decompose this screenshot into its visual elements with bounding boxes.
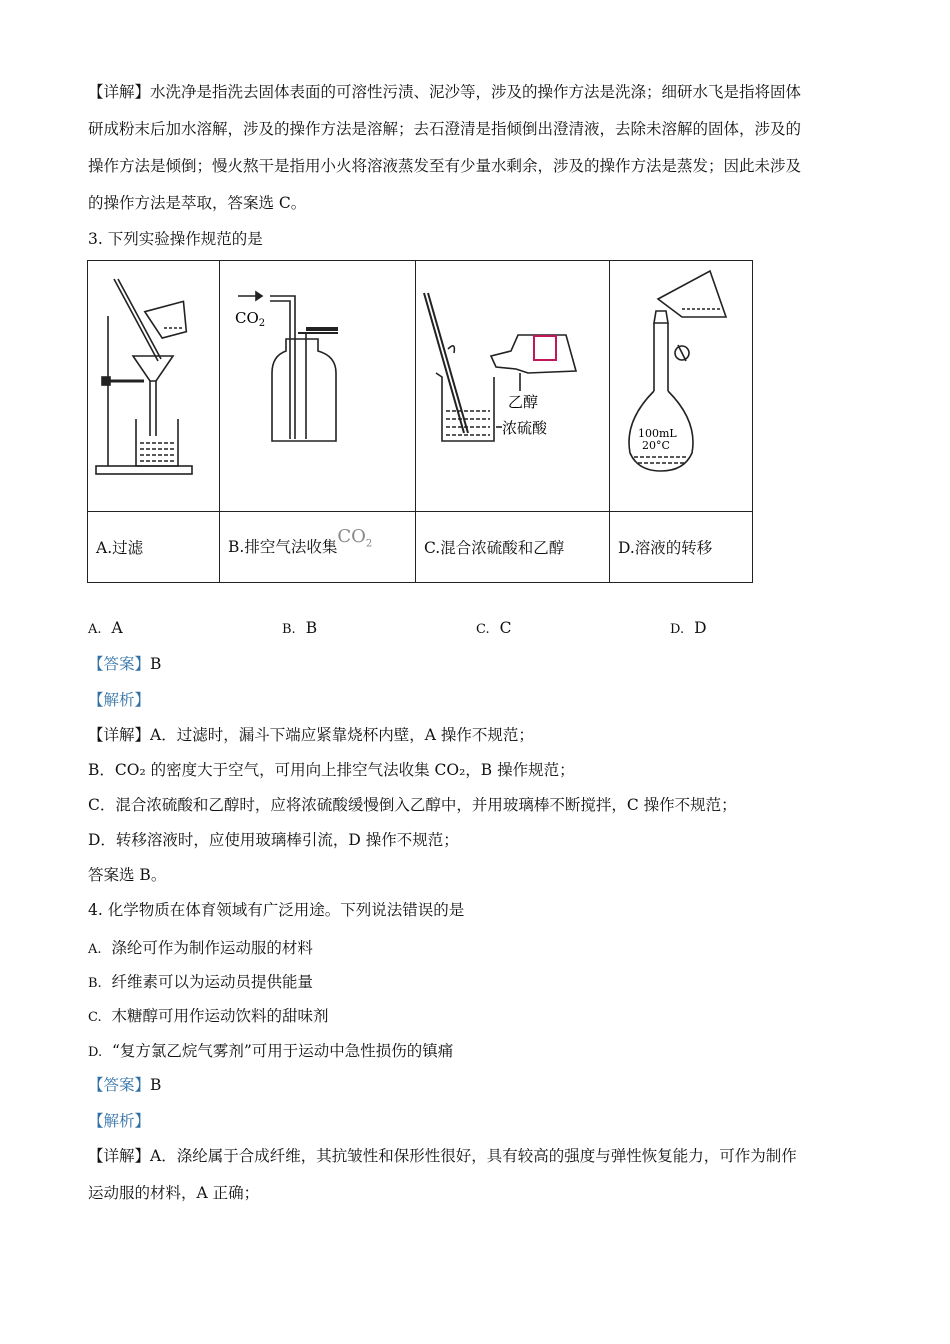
explanation-line: 【详解】水洗净是指洗去固体表面的可溶性污渍、泥沙等，涉及的操作方法是洗涤；细研水飞是指将固体 [88, 83, 802, 101]
q4-option-a: A. 涤纶可作为制作运动服的材料 [88, 939, 313, 957]
figure-d-temp-label: 20°C [642, 439, 670, 452]
figure-c-acid-label: 浓硫酸 [502, 419, 548, 437]
q4-option-b: B. 纤维素可以为运动员提供能量 [88, 973, 314, 991]
option-d: D. D [670, 619, 707, 637]
question-3-stem: 3. 下列实验操作规范的是 [88, 230, 263, 248]
figure-c-ethanol-label: 乙醇 [508, 393, 539, 411]
analysis-heading: 【解析】 [88, 691, 151, 709]
option-b: B. B [282, 619, 318, 637]
figure-d-transfer [610, 261, 753, 512]
q4-detail-line: 运动服的材料，A 正确； [88, 1184, 260, 1202]
figure-a-filtration [88, 261, 220, 512]
caption-b-formula: $CO_2$ [337, 525, 373, 550]
caption-b: B.排空气法收集$CO_2$ [220, 512, 416, 583]
q4-analysis-heading: 【解析】 [88, 1112, 151, 1130]
filtration-apparatus-diagram [88, 261, 219, 507]
q4-answer-line: 【答案】B [88, 1076, 162, 1094]
figure-c-mixing [416, 261, 610, 512]
option-a: A. A [88, 619, 123, 637]
detail-line: D．转移溶液时，应使用玻璃棒引流，D 操作不规范； [88, 831, 459, 849]
explanation-line: 操作方法是倾倒；慢火熬干是指用小火将溶液蒸发至有少量水剩余，涉及的操作方法是蒸发；因此未涉及 [88, 157, 802, 175]
figure-b-label: $CO_2$ [235, 309, 266, 329]
explanation-line: 研成粉末后加水溶解，涉及的操作方法是溶解；去石澄清是指倾倒出澄清液，去除未溶解的固体，涉及的 [88, 120, 802, 138]
question-3-figure-table [87, 260, 753, 583]
figure-b-gas-collection [220, 261, 416, 512]
volumetric-flask-diagram [610, 261, 752, 507]
explanation-line: 的操作方法是萃取，答案选 C。 [88, 194, 307, 212]
gas-collection-bottle-diagram [220, 261, 415, 507]
caption-d: D.溶液的转移 [610, 512, 753, 583]
detail-line: 答案选 B。 [88, 866, 167, 884]
caption-a: A.过滤 [88, 512, 220, 583]
question-4-stem: 4. 化学物质在体育领域有广泛用途。下列说法错误的是 [88, 901, 465, 919]
figure-d-volume-label: 100mL [638, 427, 677, 440]
caption-c: C.混合浓硫酸和乙醇 [416, 512, 610, 583]
detail-line: 【详解】A．过滤时，漏斗下端应紧靠烧杯内壁，A 操作不规范； [88, 726, 534, 744]
q4-detail-line: 【详解】A．涤纶属于合成纤维，其抗皱性和保形性很好，具有较高的强度与弹性恢复能力，可作为制作 [88, 1147, 797, 1165]
q4-option-d: D. “复方氯乙烷气雾剂”可用于运动中急性损伤的镇痛 [88, 1042, 454, 1060]
answer-line: 【答案】B [88, 655, 162, 673]
detail-line: C．混合浓硫酸和乙醇时，应将浓硫酸缓慢倒入乙醇中，并用玻璃棒不断搅拌，C 操作不规范； [88, 796, 737, 814]
detail-line: B．CO₂ 的密度大于空气，可用向上排空气法收集 CO₂，B 操作规范； [88, 761, 575, 779]
option-c: C. C [476, 619, 512, 637]
q4-option-c: C. 木糖醇可用作运动饮料的甜味剂 [88, 1007, 329, 1025]
acid-mixing-diagram [416, 261, 609, 507]
